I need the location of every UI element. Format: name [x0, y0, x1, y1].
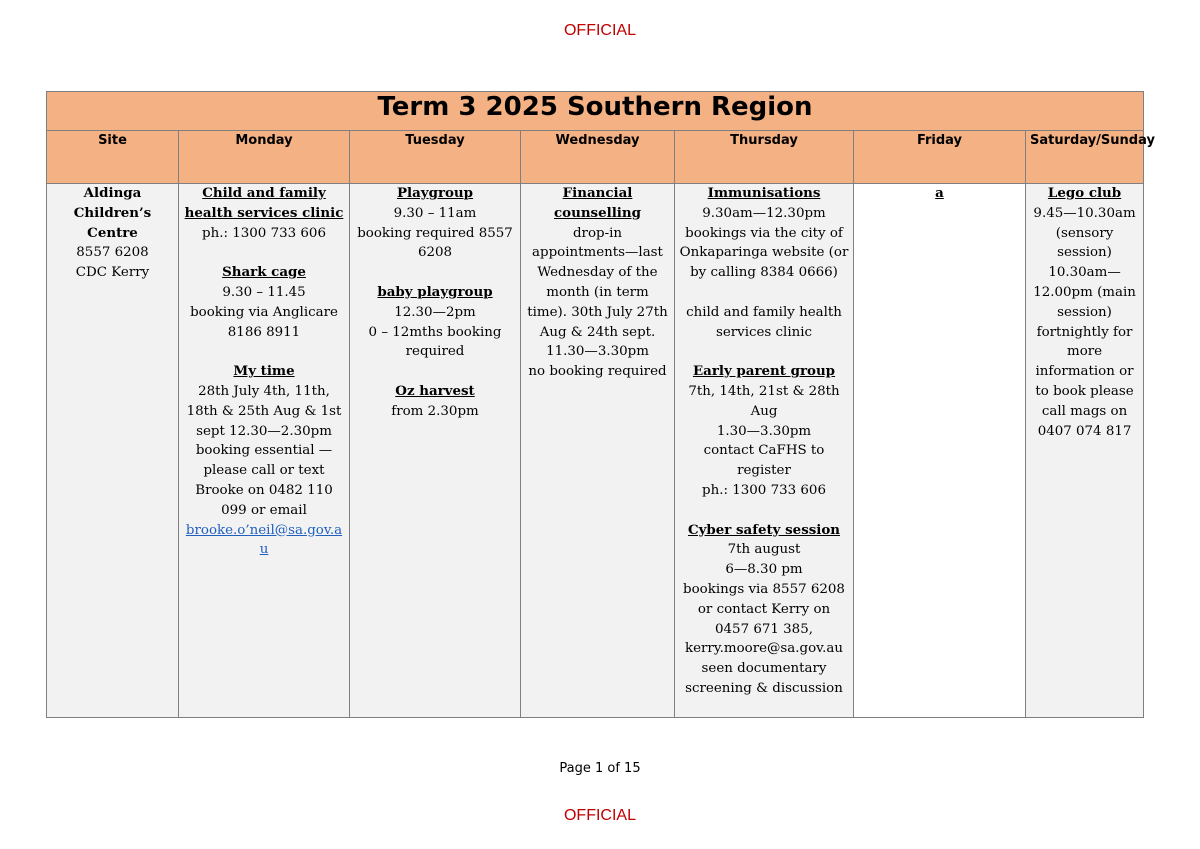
column-header-site: Site: [47, 131, 179, 184]
cfhs-clinic-note: child and family health services clinic: [686, 304, 842, 340]
financial-counselling-booking: no booking required: [528, 364, 667, 380]
column-header-wednesday: Wednesday: [521, 131, 675, 184]
shark-cage-title: Shark cage: [222, 264, 306, 281]
cyber-safety-booking: bookings via 8557 6208 or contact Kerry on 0457 671 385, kerry.moore@sa.gov.au seen documentary screening & discussion: [683, 581, 845, 696]
early-parent-group-time: 1.30—3.30pm: [716, 423, 812, 439]
lego-club-details: 9.45—10.30am (sensory session) 10.30am—12.00pm (main session) fortnightly for more information or to book please call mags on 0407 074 817: [1033, 205, 1136, 439]
lego-club-title: Lego club: [1047, 185, 1122, 201]
site-name: Aldinga Children’s Centre: [73, 185, 152, 241]
immunisations-time: 9.30am—12.30pm: [702, 205, 826, 221]
brooke-email-link[interactable]: brooke.o’neil@sa.gov.au: [185, 522, 343, 558]
cfhs-clinic-phone: ph.: 1300 733 606: [202, 225, 326, 241]
financial-counselling-details: drop-in appointments—last Wednesday of the month (in term time). 30th July 27th Aug & 24th sept.: [527, 225, 668, 340]
column-header-weekend: Saturday/Sunday: [1026, 131, 1144, 184]
friday-cell: [854, 184, 1026, 718]
baby-playgroup-booking: 0 – 12mths booking required: [368, 324, 502, 360]
site-cell: [47, 184, 179, 718]
official-header-mark: OFFICIAL: [563, 22, 636, 39]
tuesday-cell: [350, 184, 521, 718]
table-title: Term 3 2025 Southern Region: [47, 92, 1144, 131]
cyber-safety-time: 6—8.30 pm: [725, 562, 803, 578]
column-header-thursday: Thursday: [675, 131, 854, 184]
oz-harvest-time: from 2.30pm: [391, 403, 479, 419]
schedule-table: [46, 91, 1155, 718]
early-parent-group-contact: contact CaFHS to register: [703, 443, 825, 479]
thursday-cell: [675, 184, 854, 718]
baby-playgroup-time: 12.30—2pm: [394, 304, 476, 320]
site-contact: CDC Kerry: [75, 265, 150, 281]
cfhs-clinic-title: Child and family health services clinic: [184, 185, 344, 221]
immunisations-booking: bookings via the city of Onkaparinga website (or by calling 8384 0666): [679, 225, 849, 281]
financial-counselling-time: 11.30—3.30pm: [546, 344, 649, 360]
cyber-safety-date: 7th august: [727, 542, 801, 558]
early-parent-group-title: Early parent group: [692, 363, 836, 380]
page-number: Page 1 of 15: [559, 761, 641, 776]
column-header-friday: Friday: [854, 131, 1026, 184]
my-time-title: My time: [233, 363, 295, 380]
shark-cage-time: 9.30 – 11.45: [222, 284, 306, 300]
my-time-dates: 28th July 4th, 11th, 18th & 25th Aug & 1st sept 12.30—2.30pm: [186, 383, 342, 439]
my-time-booking: booking essential — please call or text Brooke on 0482 110 099 or email: [195, 443, 333, 518]
shark-cage-booking: booking via Anglicare 8186 8911: [190, 304, 338, 340]
friday-entry: a: [935, 185, 944, 201]
column-header-tuesday: Tuesday: [350, 131, 521, 184]
playgroup-time: 9.30 – 11am: [393, 205, 477, 221]
column-header-monday: Monday: [179, 131, 350, 184]
financial-counselling-title: Financial counselling: [554, 185, 641, 221]
official-footer-mark: OFFICIAL: [563, 807, 636, 824]
wednesday-cell: [521, 184, 675, 718]
weekend-cell: [1026, 184, 1144, 718]
cyber-safety-title: Cyber safety session: [687, 521, 841, 538]
oz-harvest-title: Oz harvest: [395, 382, 475, 399]
playgroup-title: Playgroup: [396, 185, 474, 201]
early-parent-group-phone: ph.: 1300 733 606: [702, 482, 826, 498]
baby-playgroup-title: baby playgroup: [377, 283, 493, 300]
early-parent-group-dates: 7th, 14th, 21st & 28th Aug: [688, 383, 840, 419]
playgroup-booking: booking required 8557 6208: [357, 225, 513, 261]
monday-cell: [179, 184, 350, 718]
site-phone: 8557 6208: [76, 245, 149, 261]
immunisations-title: Immunisations: [707, 185, 821, 201]
